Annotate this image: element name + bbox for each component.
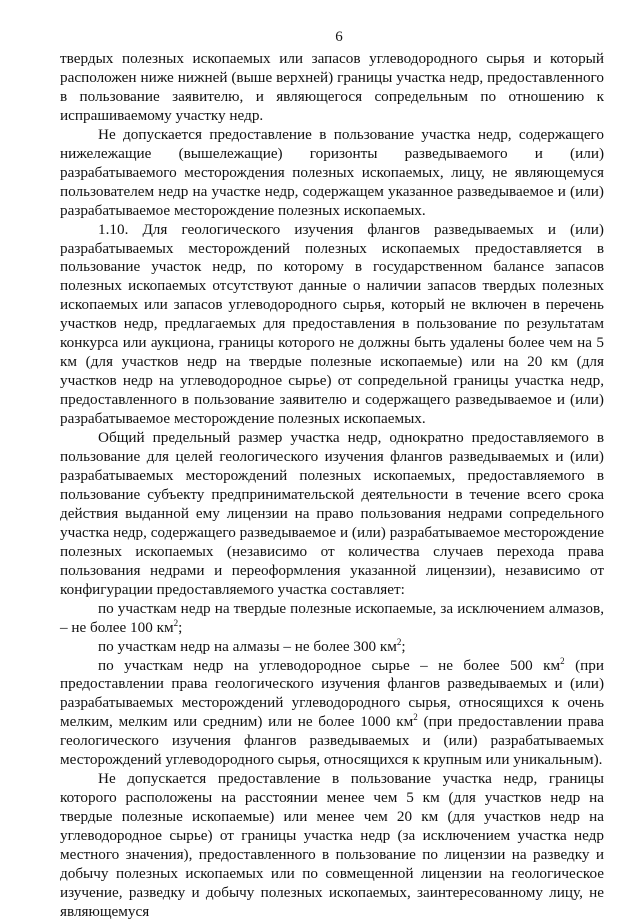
document-body xyxy=(60,50,604,922)
hydrocarbons-text-cont: (при предоставлении права геологического изучения флангов разведываемых и (или) разрабатываемых месторождений углеводородного сырья, относящихся к очень мелким, мелким или средним) или не более 1000 км xyxy=(60,656,604,731)
page-number: 6 xyxy=(335,29,343,45)
hydrocarbons-text-end: (при предоставлении права геологического изучения флангов разведываемых и (или) разрабатываемых месторождений углеводородного сырья, относящихся к крупным или уникальным). xyxy=(60,713,604,769)
superscript: 2 xyxy=(560,655,565,666)
paragraph-diamonds-limit xyxy=(60,638,604,657)
superscript: 2 xyxy=(396,636,402,647)
paragraph-adjacent-horizons: Не допускается предоставление в пользование участка недр, содержащего нижележащие (вышележащие) горизонты разведываемого и (или) разрабатываемого месторождения полезных ископаемых, лицу, не являющемуся пользователем недр на участке недр, содержащем указанное разведываемое и (или) разрабатываемое месторождение полезных ископаемых. xyxy=(60,125,604,219)
paragraph-continuation: твердых полезных ископаемых или запасов углеводородного сырья и который расположен ниже нижней (выше верхней) границы участка недр, предоставленного в пользование заявителю, и являющегося сопредельным по отношению к испрашиваемому участку недр. xyxy=(60,50,604,124)
punctuation: ; xyxy=(178,618,183,636)
paragraph-total-size-limit: Общий предельный размер участка недр, однократно предоставляемого в пользование для целей геологического изучения флангов разведываемых и (или) разрабатываемых месторождений полезных ископаемых, предоставляемого в пользование субъекту предпринимательской деятельности в течение всего срока действия выданной ему лицензии на право пользования недрами сопредельного участка недр, содержащего разведываемое и (или) разрабатываемое месторождение полезных ископаемых (независимо от количества случаев перехода права пользования недрами и переоформления указанной лицензии), независимо от конфигурации предоставляемого участка составляет: xyxy=(60,429,604,598)
paragraph-clause-1-10: 1.10. Для геологического изучения флангов разведываемых и (или) разрабатываемых месторождений полезных ископаемых предоставляется в пользование участок недр, по которому в государственном балансе запасов полезных ископаемых отсутствуют данные о наличии запасов твердых полезных ископаемых или запасов углеводородного сырья, который не включен в перечень участков недр, предлагаемых для предоставления в пользование по результатам конкурса или аукциона, границы которого не должны быть удалены более чем на 5 км (для участков недр на твердые полезные ископаемые) или на 20 км (для участков недр на углеводородное сырье) от сопредельной границы участка недр, предоставленного в пользование заявителю и содержащего разведываемое и (или) разрабатываемое месторождение полезных ископаемых. xyxy=(60,220,604,428)
diamonds-text: по участкам недр на алмазы – не более 300 км xyxy=(98,637,397,655)
superscript: 2 xyxy=(413,712,418,723)
punctuation: ; xyxy=(401,637,406,655)
solid-minerals-text: по участкам недр на твердые полезные ископаемые, за исключением алмазов, – не более 100 км xyxy=(60,599,604,636)
paragraph-hydrocarbons-limit xyxy=(60,657,604,771)
superscript: 2 xyxy=(173,617,179,628)
hydrocarbons-text: по участкам недр на углеводородное сырье – не более 500 км xyxy=(98,656,561,674)
paragraph-solid-minerals-limit xyxy=(60,600,604,638)
paragraph-distance-restriction: Не допускается предоставление в пользование участка недр, границы которого расположены на расстоянии менее чем 5 км (для участков недр на твердые полезные ископаемые) или менее чем 20 км (для участков недр на углеводородное сырье) от границы участка недр (за исключением участка недр местного значения), предоставленного в пользование по лицензии на разведку и добычу полезных ископаемых или по совмещенной лицензии на геологическое изучение, разведку и добычу полезных ископаемых, заинтересованному лицу, не являющемуся xyxy=(60,770,604,920)
